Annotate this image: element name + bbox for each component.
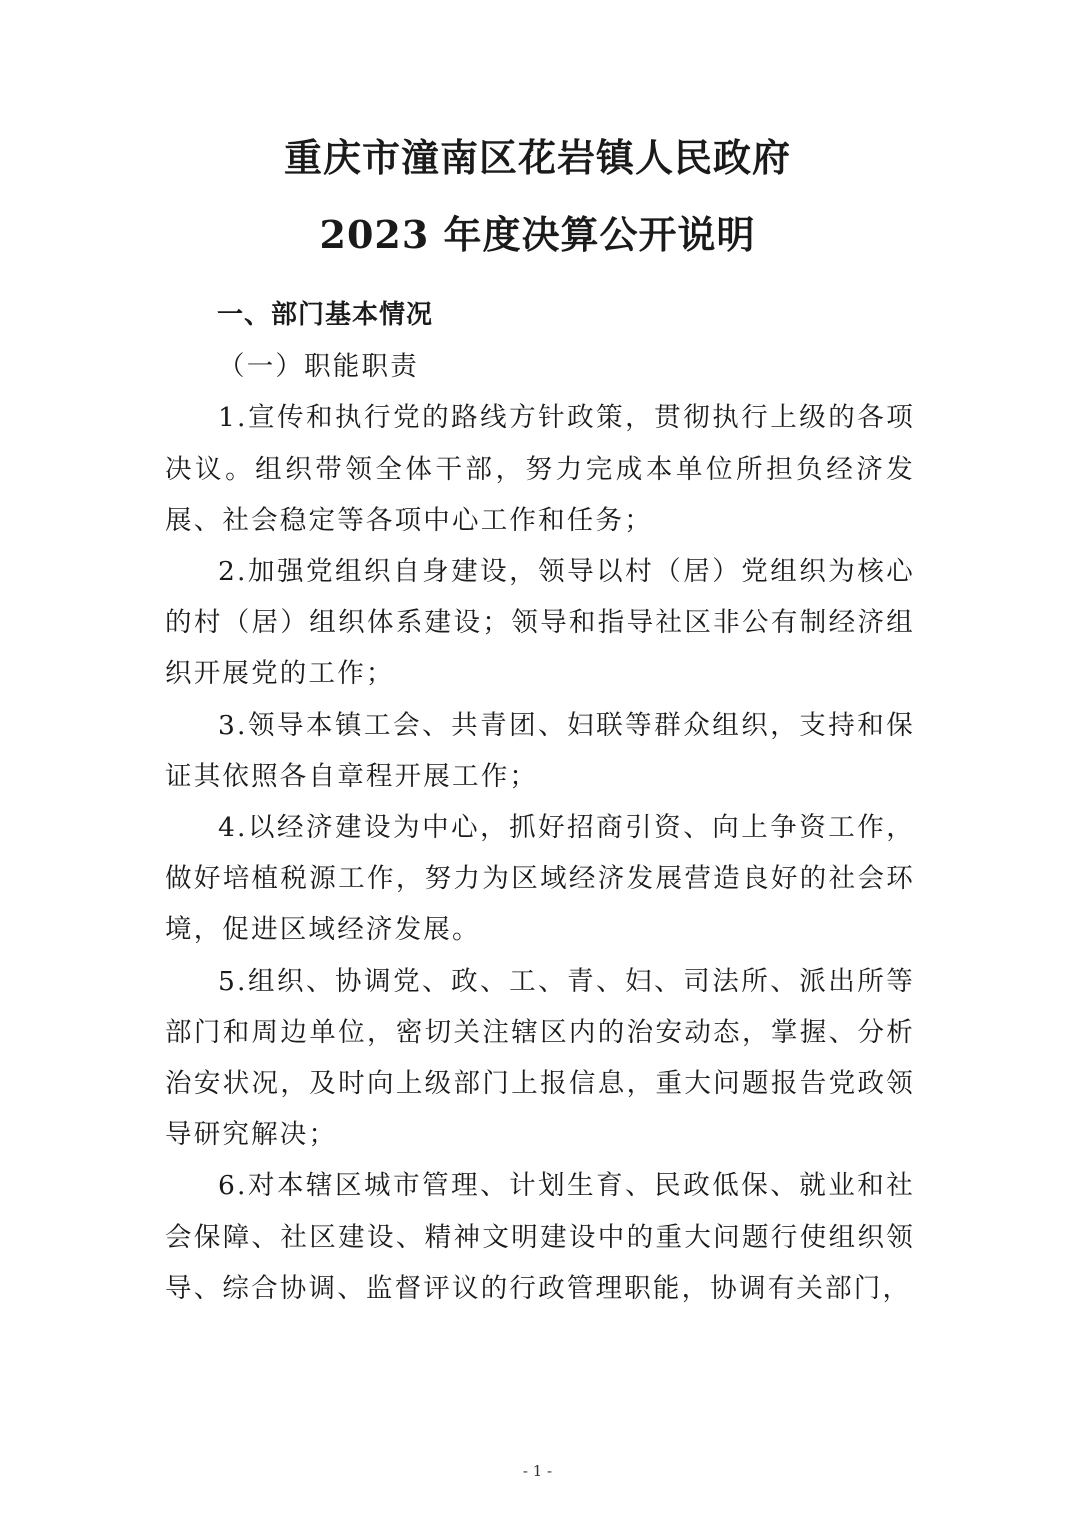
document-body (165, 290, 915, 1314)
paragraph-item-3: 3.领导本镇工会、共青团、妇联等群众组织，支持和保证其依照各自章程开展工作； (165, 709, 915, 792)
page-number: - 1 - (522, 1462, 553, 1480)
section-heading-basic-info: 一、部门基本情况 (217, 300, 434, 330)
paragraph-item-2: 2.加强党组织自身建设，领导以村（居）党组织为核心的村（居）组织体系建设；领导和指导社区非公有制经济组织开展党的工作； (165, 556, 915, 690)
document-title-line-2: 2023 年度决算公开说明 (319, 212, 756, 257)
paragraph-item-6: 6.对本辖区城市管理、计划生育、民政低保、就业和社会保障、社区建设、精神文明建设中的重大问题行使组织领导、综合协调、监督评议的行政管理职能，协调有关部门， (165, 1170, 915, 1304)
document-title-line-1: 重庆市潼南区花岩镇人民政府 (283, 135, 791, 180)
subsection-heading-functions: （一）职能职责 (218, 351, 419, 383)
paragraph-item-4: 4.以经济建设为中心，抓好招商引资、向上争资工作，做好培植税源工作，努力为区域经济发展营造良好的社会环境，促进区域经济发展。 (165, 812, 915, 946)
paragraph-item-1: 1.宣传和执行党的路线方针政策，贯彻执行上级的各项决议。组织带领全体干部，努力完成本单位所担负经济发展、社会稳定等各项中心工作和任务； (165, 402, 915, 536)
paragraph-item-5: 5.组织、协调党、政、工、青、妇、司法所、派出所等部门和周边单位，密切关注辖区内的治安动态，掌握、分析治安状况，及时向上级部门上报信息，重大问题报告党政领导研究解决； (165, 965, 915, 1151)
